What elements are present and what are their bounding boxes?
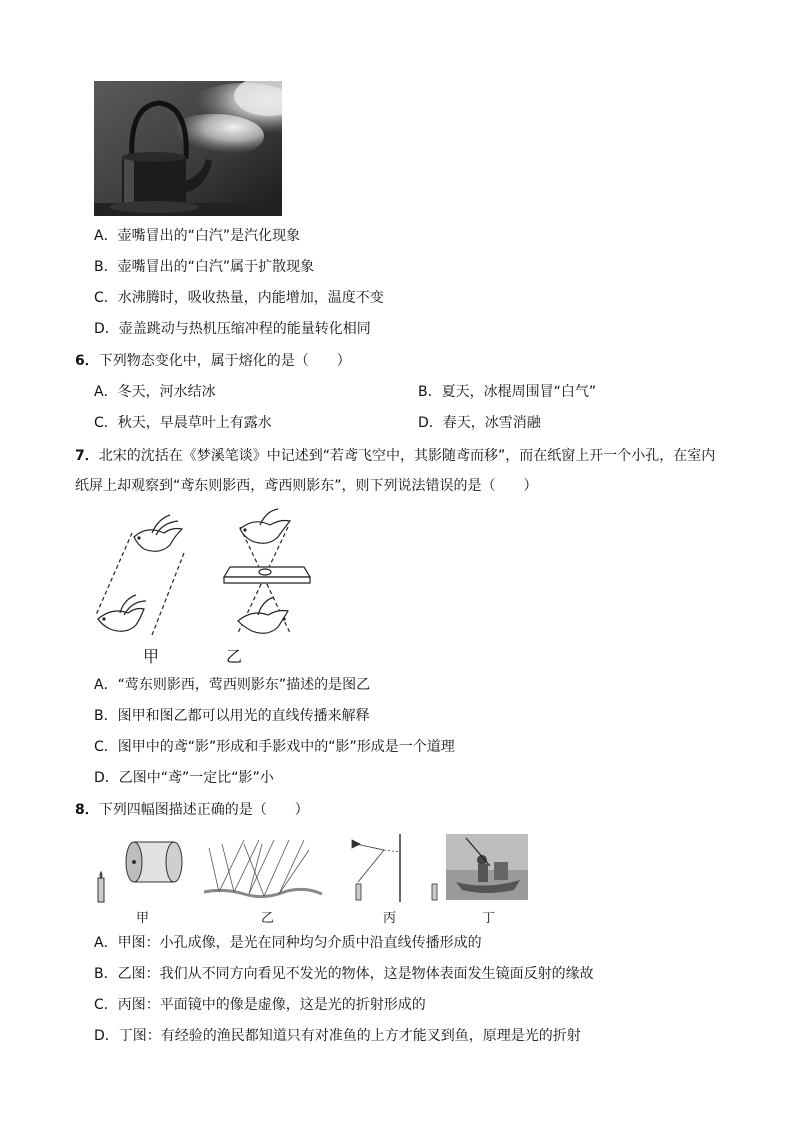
figure-8-jia: [98, 842, 182, 902]
q6-option-b: B．夏天，冰棍周围冒“白气”: [418, 384, 597, 400]
figure-8-bing: [352, 834, 437, 902]
q7-option-b: B．图甲和图乙都可以用光的直线传播来解释: [94, 708, 370, 724]
q8-option-d: D．丁图：有经验的渔民都知道只有对准鱼的上方才能叉到鱼，原理是光的折射: [94, 1028, 581, 1044]
q8-number: 8．: [75, 802, 99, 818]
q8-option-b: B．乙图：我们从不同方向看见不发光的物体，这是物体表面发生镜面反射的缘故: [94, 966, 594, 982]
q7-figure: [92, 505, 322, 665]
q7-stem-line2: 纸屏上却观察到“鸢东则影西，鸢西则影东”，则下列说法错误的是（ ）: [75, 478, 538, 494]
figure-jia: [96, 515, 184, 635]
q5-option-b: B．壶嘴冒出的“白汽”属于扩散现象: [94, 259, 315, 275]
q7-option-c: C．图甲中的鸢“影”形成和手影戏中的“影”形成是一个道理: [94, 739, 455, 755]
q7-option-a: A．“莺东则影西，莺西则影东”描述的是图乙: [94, 677, 371, 693]
q6-option-c: C．秋天，早晨草叶上有露水: [94, 415, 272, 431]
q8-stem: [75, 800, 309, 820]
q6-option-a: A．冬天，河水结冰: [94, 384, 216, 400]
q8-fig-label-yi: 乙: [261, 911, 275, 926]
q6-option-d: D．春天，冰雪消融: [418, 415, 541, 431]
q8-stem-text: 下列四幅图描述正确的是（ ）: [98, 802, 309, 818]
q6-stem-text: 下列物态变化中，属于熔化的是（ ）: [98, 353, 351, 369]
figure-yi: [224, 509, 310, 633]
kettle-photo: [94, 81, 282, 216]
q5-option-a: A．壶嘴冒出的“白汽”是汽化现象: [94, 228, 301, 244]
q8-option-a: A．甲图：小孔成像，是光在同种均匀介质中沿直线传播形成的: [94, 935, 482, 951]
q7-fig-label-yi: 乙: [226, 647, 243, 666]
figure-8-ding: [446, 834, 528, 900]
q7-stem-line1: [75, 446, 715, 466]
q8-option-c: C．丙图：平面镜中的像是虚像，这是光的折射形成的: [94, 997, 426, 1013]
q8-fig-label-ding: 丁: [482, 911, 496, 926]
q7-option-d: D．乙图中“鸢”一定比“影”小: [94, 770, 274, 786]
q8-figure: [94, 830, 534, 908]
q7-stem-text-1: 北宋的沈括在《梦溪笔谈》中记述到“若鸢飞空中，其影随鸢而移”，而在纸窗上开一个小孔，在室内: [98, 448, 716, 464]
q5-option-d: D．壶盖跳动与热机压缩冲程的能量转化相同: [94, 321, 371, 337]
q6-stem: [75, 351, 351, 371]
q6-number: 6．: [75, 353, 99, 369]
figure-8-yi: [204, 840, 322, 897]
q5-option-c: C．水沸腾时，吸收热量，内能增加，温度不变: [94, 290, 384, 306]
q7-fig-label-jia: 甲: [143, 647, 160, 666]
q8-fig-label-bing: 丙: [383, 911, 397, 926]
q8-fig-label-jia: 甲: [136, 911, 150, 926]
q7-number: 7．: [75, 448, 99, 464]
